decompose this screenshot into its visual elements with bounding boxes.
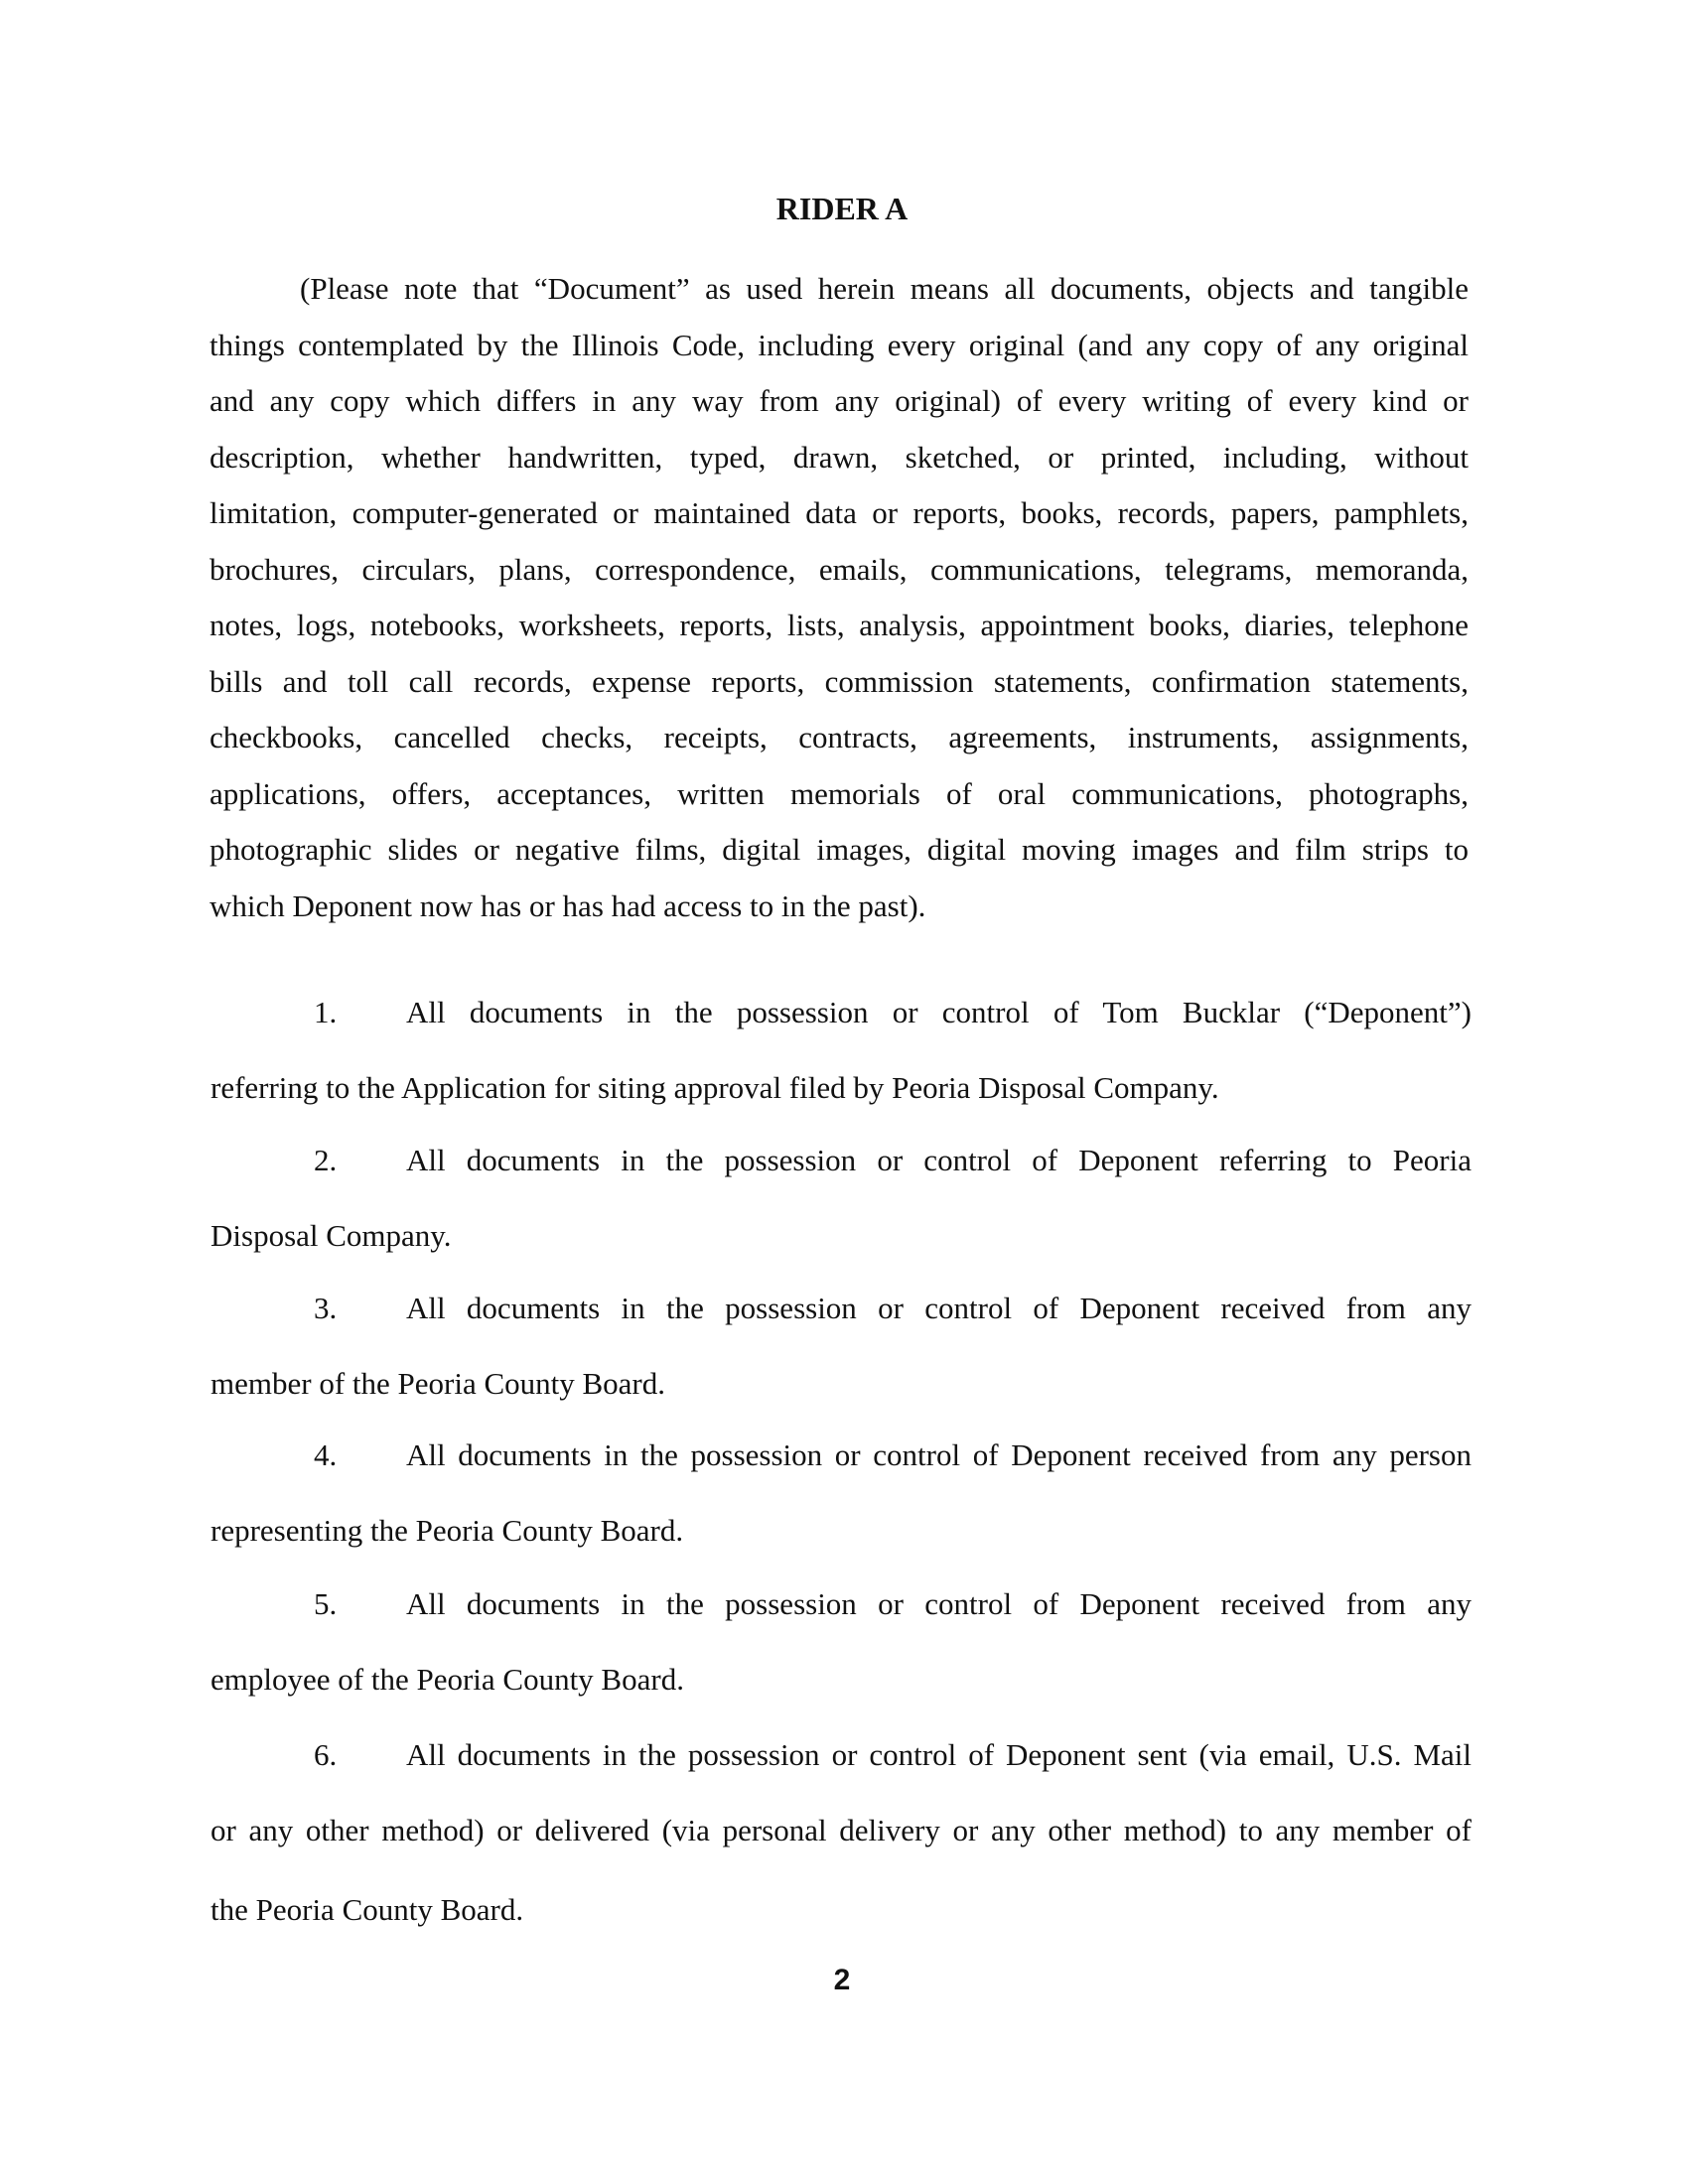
item-text: All documents in the possession or control of Deponent referring to Peoria — [406, 1143, 1472, 1177]
item-text: All documents in the possession or control of Deponent received from any — [406, 1291, 1472, 1325]
request-item-2 — [210, 1133, 1472, 1284]
paragraph-line: bills and toll call records, expense reports, commission statements, confirmation statements, — [210, 663, 1469, 699]
request-item-6 — [210, 1727, 1472, 1958]
paragraph-line: (Please note that “Document” as used herein means all documents, objects and tangible — [300, 271, 1469, 306]
paragraph-line: things contemplated by the Illinois Code, including every original (and any copy of any original — [210, 327, 1469, 362]
item-number: 2. — [314, 1143, 338, 1177]
request-item-1 — [210, 985, 1472, 1136]
item-text: All documents in the possession or control of Deponent received from any person — [406, 1437, 1472, 1472]
item-text: All documents in the possession or control of Deponent sent (via email, U.S. Mail — [406, 1737, 1472, 1772]
item-text: referring to the Application for siting approval filed by Peoria Disposal Company. — [210, 1070, 1219, 1105]
definition-paragraph — [210, 261, 1469, 934]
item-text: representing the Peoria County Board. — [210, 1513, 684, 1548]
paragraph-line: limitation, computer-generated or maintained data or reports, books, records, papers, pamphlets, — [210, 495, 1469, 530]
page-number: 2 — [833, 1964, 851, 1996]
request-item-4 — [210, 1428, 1472, 1578]
paragraph-line: checkbooks, cancelled checks, receipts, contracts, agreements, instruments, assignments, — [210, 720, 1469, 754]
item-text: All documents in the possession or control of Tom Bucklar (“Deponent”) — [406, 995, 1472, 1029]
document-title: RIDER A — [775, 191, 909, 226]
item-text: member of the Peoria County Board. — [210, 1366, 666, 1401]
item-text: the Peoria County Board. — [210, 1892, 524, 1927]
item-text: employee of the Peoria County Board. — [210, 1662, 684, 1697]
item-text: or any other method) or delivered (via personal delivery or any other method) to any member of — [210, 1813, 1472, 1847]
paragraph-line: applications, offers, acceptances, written memorials of oral communications, photographs, — [210, 775, 1469, 811]
request-item-3 — [210, 1281, 1472, 1432]
item-number: 5. — [314, 1586, 338, 1621]
item-number: 1. — [314, 995, 338, 1029]
item-text: Disposal Company. — [210, 1218, 452, 1253]
item-number: 4. — [314, 1437, 338, 1472]
paragraph-line: description, whether handwritten, typed, drawn, sketched, or printed, including, without — [210, 439, 1469, 475]
item-number: 3. — [314, 1291, 338, 1325]
paragraph-line: brochures, circulars, plans, correspondence, emails, communications, telegrams, memoranda, — [210, 551, 1469, 587]
item-text: All documents in the possession or control of Deponent received from any — [406, 1586, 1472, 1621]
paragraph-line: photographic slides or negative films, digital images, digital moving images and film strips to — [210, 832, 1469, 867]
paragraph-line: which Deponent now has or has had access to in the past). — [210, 887, 926, 923]
paragraph-line: notes, logs, notebooks, worksheets, reports, lists, analysis, appointment books, diaries, telephone — [210, 608, 1469, 642]
paragraph-line: and any copy which differs in any way from any original) of every writing of every kind or — [210, 383, 1469, 418]
request-item-5 — [210, 1576, 1472, 1727]
item-number: 6. — [314, 1737, 338, 1772]
